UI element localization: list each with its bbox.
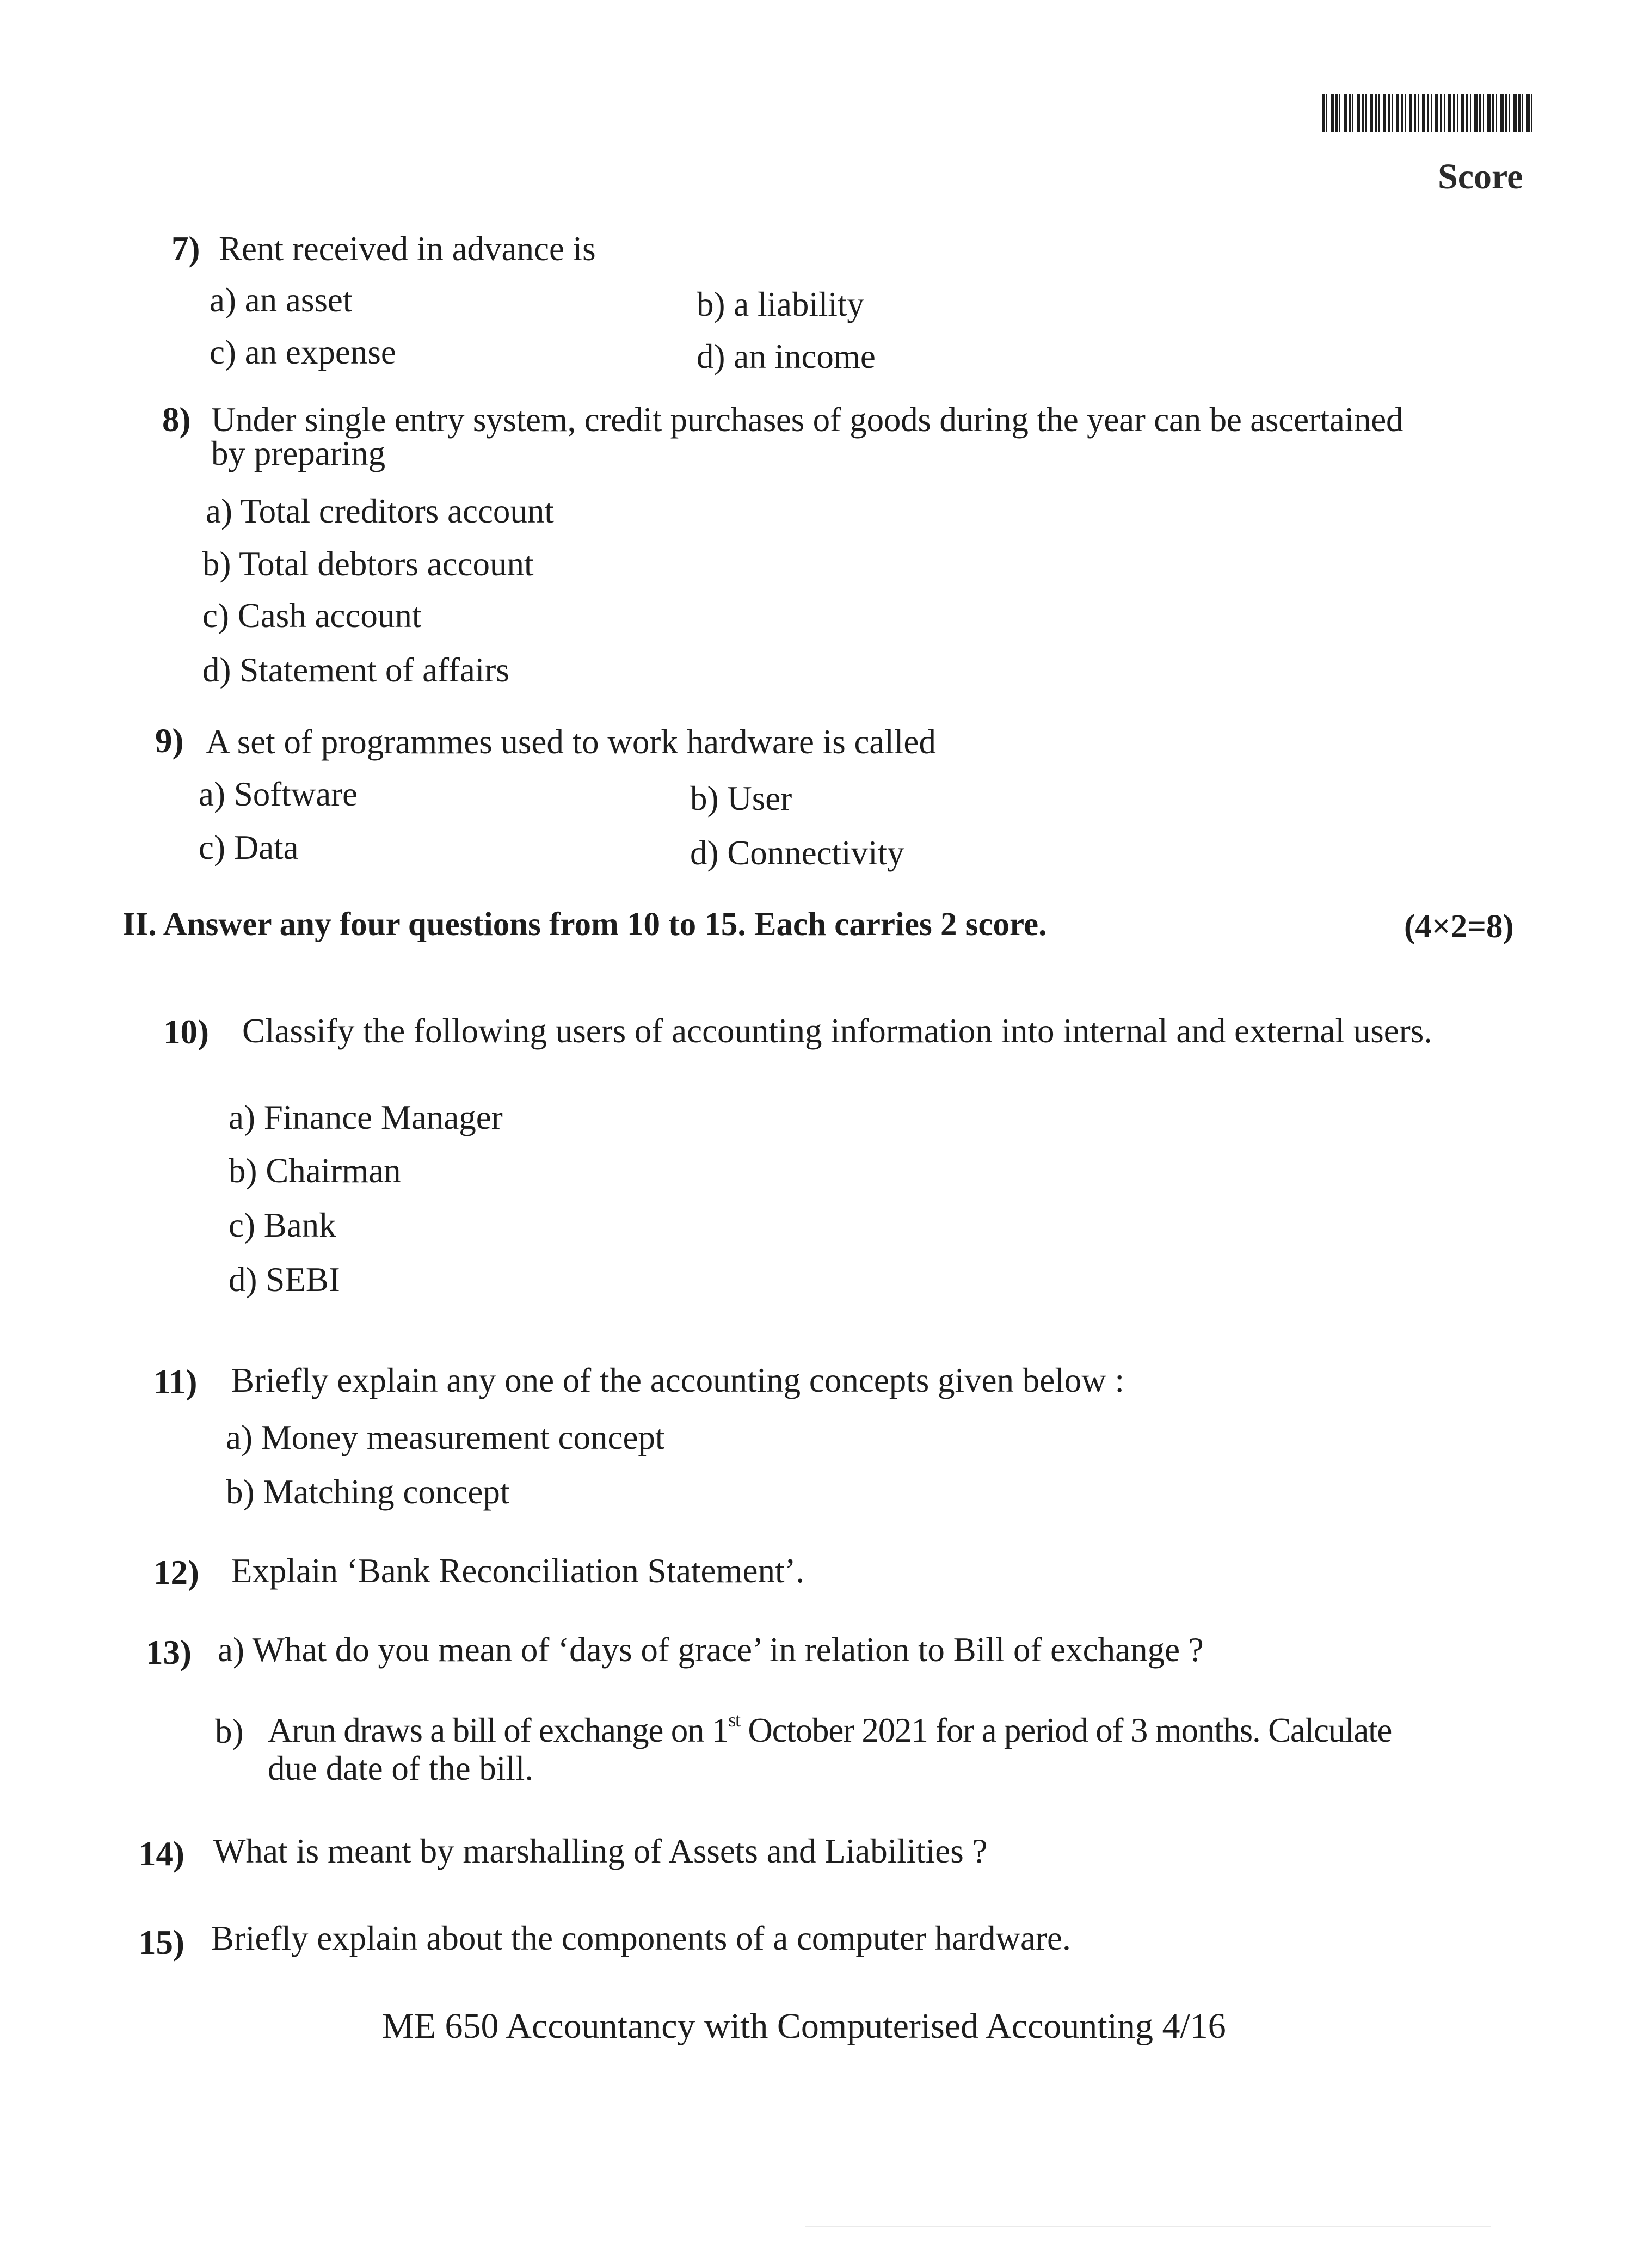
option-d: d) Connectivity — [690, 834, 904, 872]
question-part-b-label: b) — [215, 1712, 244, 1750]
option-a: a) Money measurement concept — [226, 1418, 665, 1456]
option-b: b) Total debtors account — [202, 545, 534, 583]
ordinal-suffix: st — [728, 1709, 740, 1731]
question-number: 8) — [162, 401, 191, 439]
page-footer: ME 650 Accountancy with Computerised Accounting 4/16 — [382, 2006, 1226, 2046]
option-c: c) Data — [199, 828, 299, 866]
question-number: 10) — [163, 1013, 209, 1051]
question-text-continued: by preparing — [211, 434, 386, 472]
question-text: Rent received in advance is — [219, 230, 596, 268]
option-c: c) Cash account — [202, 597, 422, 635]
option-a: a) Software — [199, 775, 358, 813]
option-b: b) a liability — [697, 285, 864, 323]
question-text: Briefly explain about the components of a computer hardware. — [211, 1919, 1071, 1957]
question-number: 14) — [139, 1835, 184, 1873]
question-part-b-continued: due date of the bill. — [268, 1749, 534, 1787]
option-c: c) an expense — [210, 333, 396, 371]
question-text: Explain ‘Bank Reconciliation Statement’. — [231, 1552, 805, 1590]
option-c: c) Bank — [229, 1206, 336, 1244]
question-number: 7) — [171, 230, 200, 268]
section-marks: (4×2=8) — [1404, 908, 1514, 945]
option-a: a) an asset — [210, 281, 353, 319]
question-text: Under single entry system, credit purchases of goods during the year can be ascertained — [211, 401, 1404, 439]
barcode — [1322, 94, 1532, 132]
question-number: 12) — [153, 1553, 199, 1591]
option-b: b) Matching concept — [226, 1473, 510, 1511]
question-part-a: a) What do you mean of ‘days of grace’ in relation to Bill of exchange ? — [218, 1631, 1204, 1669]
score-label: Score — [1438, 157, 1523, 196]
question-number: 11) — [153, 1363, 198, 1401]
option-b: b) Chairman — [229, 1152, 401, 1190]
option-d: d) Statement of affairs — [202, 651, 509, 689]
option-d: d) an income — [697, 337, 876, 376]
question-number: 15) — [139, 1923, 184, 1962]
question-number: 9) — [155, 722, 184, 760]
question-text: Briefly explain any one of the accounting concepts given below : — [231, 1361, 1124, 1399]
question-text: What is meant by marshalling of Assets and Liabilities ? — [213, 1832, 988, 1870]
option-d: d) SEBI — [229, 1261, 340, 1299]
question-text: A set of programmes used to work hardware is called — [206, 723, 936, 761]
divider — [805, 2226, 1491, 2227]
question-text: Classify the following users of accounting information into internal and external users. — [242, 1012, 1432, 1050]
option-a: a) Total creditors account — [206, 492, 554, 530]
option-b: b) User — [690, 779, 792, 818]
section-heading: II. Answer any four questions from 10 to 15. Each carries 2 score. — [122, 906, 1047, 943]
question-number: 13) — [146, 1633, 192, 1671]
question-part-b: Arun draws a bill of exchange on 1st October 2021 for a period of 3 months. Calculate — [268, 1709, 1392, 1749]
option-a: a) Finance Manager — [229, 1098, 503, 1136]
